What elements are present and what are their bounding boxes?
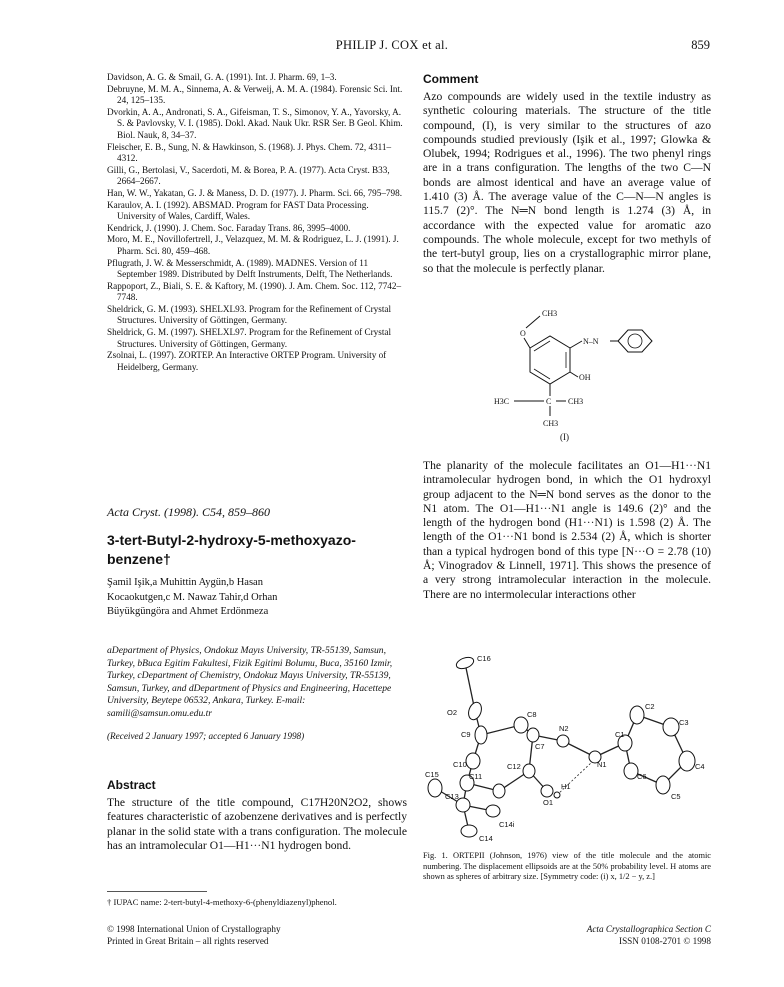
- chemical-scheme: [470, 306, 670, 436]
- copyright-line: Printed in Great Britain – all rights reserved: [107, 935, 269, 946]
- atom-label: C11: [469, 772, 483, 781]
- reference-item: Gilli, G., Bertolasi, V., Sacerdoti, M. & Borea, P. A. (1977). Acta Cryst. B33, 2664–2667.: [107, 164, 390, 187]
- reference-item: Rappoport, Z., Biali, S. E. & Kaftory, M. (1990). J. Am. Chem. Soc. 112, 7742–7748.: [107, 280, 402, 303]
- comment-paragraph: Azo compounds are widely used in the textile industry as synthetic colouring materials. The structure of the title compound, (I), is very similar to the structures of azo compounds studied previously (Işik et al., 1997; Glowka & Olubek, 1994; Rodrigues et al., 1996). The two phenyl rings are in a trans configuration. The lengths of the two C—N bonds are almost identical and have an average value of 1.410 (3) Å. The average value of the C—N—N angles is 115.7 (2)°. The N═N bond length is 1.274 (3) Å, in accordance with the expected value for aromatic azo compounds. The whole molecule, except for two methyls of the tert-butyl group, lies on a crystallographic mirror plane, so that the molecule is perfectly planar.: [423, 90, 711, 275]
- atom-label: C7: [535, 742, 545, 751]
- author-line: Şamil Işik,a Muhittin Aygün,b Hasan: [107, 577, 263, 588]
- author-line: Büyükgüngöra and Ahmet Erdönmeza: [107, 606, 269, 617]
- author-list: [107, 576, 407, 620]
- atom-label: C14: [479, 834, 493, 843]
- journal-reference: Acta Cryst. (1998). C54, 859–860: [107, 505, 270, 519]
- abstract-heading: Abstract: [107, 778, 156, 792]
- reference-item: Kendrick, J. (1990). J. Chem. Soc. Faraday Trans. 86, 3995–4000.: [107, 222, 351, 233]
- atom-label: N1: [597, 760, 607, 769]
- reference-item: Sheldrick, G. M. (1993). SHELXL93. Program for the Refinement of Crystal Structures. University of Göttingen, Germany.: [107, 303, 391, 326]
- atom-label: O2: [447, 708, 458, 717]
- comment-paragraph: The planarity of the molecule facilitates an O1—H1···N1 intramolecular hydrogen bond, in which the O1 hydroxyl group adjacent to the N═N bond serves as the donor to the N1 atom. The O1—H1···N1 angle is 149.6 (2)° and the length of the hydrogen bond (H1···N1) is 1.598 (2) Å. The length of the O1···N1 bond is 2.534 (2) Å, which is shorter than a typical hydrogen bond of this type [N···O = 2.78 (10) Å; Vinogradov & Linnell, 1971]. This shows the presence of a very strong intramolecular interaction in the molecule. There are no intermolecular interactions other: [423, 459, 711, 601]
- benzene-ring-right: [618, 330, 652, 352]
- affiliations: aDepartment of Physics, Ondokuz Mayıs University, TR-55139, Samsun, Turkey, bBuca Egitim Fakultesi, Fizik Egitimi Bolumu, Buca, 35160 Izmir, Turkey, cDepartment of Chemistry, Ondokuz Mayıs University, TR-55139, Samsun, Turkey, and dDepartment of Physics and Engineering, Hacettepe University, Beytepe 06532, Ankara, Turkey. E-mail: samili@samsun.omu.edu.tr: [107, 645, 393, 719]
- abstract-text: The structure of the title compound, C17H20N2O2, shows features characteristic of azobenzene derivatives and is perfectly planar in the solid state with a trans configuration. The molecule has an intramolecular O1—H1···N1 hydrogen bond.: [107, 796, 407, 852]
- reference-item: Debruyne, M. M. A., Sinnema, A. & Verweij, A. M. A. (1984). Forensic Sci. Int. 24, 125–135.: [107, 83, 403, 106]
- atom-label: C15: [425, 770, 439, 779]
- received-dates: (Received 2 January 1997; accepted 6 January 1998): [107, 731, 305, 741]
- reference-item: Zsolnai, L. (1997). ZORTEP. An Interactive ORTEP Program. University of Heidelberg, Germany.: [107, 350, 387, 372]
- atom-label: O1: [543, 798, 554, 807]
- atom-label: C8: [527, 710, 537, 719]
- reference-item: Fleischer, E. B., Sung, N. & Hawkinson, S. (1968). J. Phys. Chem. 72, 4311–4312.: [107, 141, 392, 164]
- paper-title-line: 3-tert-Butyl-2-hydroxy-5-methoxyazo-: [107, 532, 356, 548]
- reference-item: Karaulov, A. I. (1992). ABSMAD. Program for FAST Data Processing. University of Wales, Cardiff, Wales.: [107, 199, 369, 222]
- reference-list: [107, 72, 407, 373]
- running-title: PHILIP J. COX et al.: [335, 38, 449, 52]
- reference-item: Davidson, A. G. & Smail, G. A. (1991). Int. J. Pharm. 69, 1–3.: [107, 72, 337, 82]
- methyl-right-label: CH3: [568, 397, 584, 406]
- footnote-rule: [107, 891, 207, 892]
- atom-label: C2: [645, 702, 655, 711]
- comment-heading: Comment: [423, 72, 479, 86]
- atom-labels: [425, 654, 705, 843]
- reference-item: Pflugrath, J. W. & Messerschmidt, A. (1989). MADNES. Version of 11 September 1989. Distributed by Delft Instruments, Delft, The Netherlands.: [107, 257, 393, 280]
- atom-label: N2: [559, 724, 569, 733]
- page-number: 859: [691, 38, 710, 52]
- methyl-top-label: CH3: [542, 309, 558, 318]
- atom-label: C14i: [499, 820, 515, 829]
- atom-label: C10: [453, 760, 467, 769]
- footnote: † IUPAC name: 2-tert-butyl-4-methoxy-6-(phenyldiazenyl)phenol.: [107, 897, 337, 907]
- ortep-figure: [423, 643, 713, 843]
- author-line: Kocaokutgen,c M. Nawaz Tahir,d Orhan: [107, 591, 278, 603]
- reference-item: Dvorkin, A. A., Andronati, S. A., Gifeisman, T. S., Simonov, Y. A., Yavorsky, A. S. & Pavlovsky, V. I. (1985). Dokl. Akad. Nauk Ukr. RSR Ser. B Geol. Khim. Biol. Nauk, 8, 34–37.: [107, 106, 403, 140]
- journal-footer-issn: ISSN 0108-2701 © 1998: [619, 935, 711, 946]
- atom-label: C4: [695, 762, 705, 771]
- atom-label: C6: [637, 772, 647, 781]
- atom-label: C3: [679, 718, 689, 727]
- journal-footer: [423, 924, 711, 947]
- atom-label: C5: [671, 792, 681, 801]
- benzene-ring-left: [530, 336, 570, 384]
- atom-label: C12: [507, 762, 521, 771]
- copyright-line: © 1998 International Union of Crystallography: [107, 924, 281, 934]
- methyl-left-label: H3C: [494, 397, 510, 406]
- scheme-label: (I): [560, 432, 569, 442]
- azo-label: N–N: [583, 337, 599, 346]
- figure-caption: Fig. 1. ORTEPII (Johnson, 1976) view of the title molecule and the atomic numbering. The displacement ellipsoids are at the 50% probability level. H atoms are shown as spheres of arbitrary size. [Symmetry code: (i) x, 1/2 − y, z.]: [423, 851, 711, 882]
- copyright: [107, 924, 407, 947]
- reference-item: Moro, M. E., Novillofertrell, J., Velazquez, M. M. & Rodriguez, L. J. (1991). J. Pharm. Sci. 80, 459–468.: [107, 234, 399, 256]
- atom-label: C13: [445, 792, 459, 801]
- methyl-bottom-label: CH3: [543, 419, 559, 428]
- atom-label: H1: [561, 782, 571, 791]
- atom-label: C1: [615, 730, 625, 739]
- oxygen-label: O: [520, 329, 526, 338]
- paper-title: [107, 531, 407, 569]
- paper-title-line: benzene†: [107, 551, 171, 567]
- quaternary-carbon-label: C: [546, 397, 552, 406]
- atom-ellipsoids: [428, 655, 695, 837]
- atom-label: C16: [477, 654, 491, 663]
- journal-footer-title: Acta Crystallographica Section C: [586, 924, 711, 934]
- reference-item: Sheldrick, G. M. (1997). SHELXL97. Program for the Refinement of Crystal Structures. University of Göttingen, Germany.: [107, 327, 391, 349]
- reference-item: Han, W. W., Yakatan, G. J. & Maness, D. D. (1977). J. Pharm. Sci. 66, 795–798.: [107, 187, 403, 198]
- atom-label: C9: [461, 730, 471, 739]
- hydroxyl-label: OH: [579, 373, 591, 382]
